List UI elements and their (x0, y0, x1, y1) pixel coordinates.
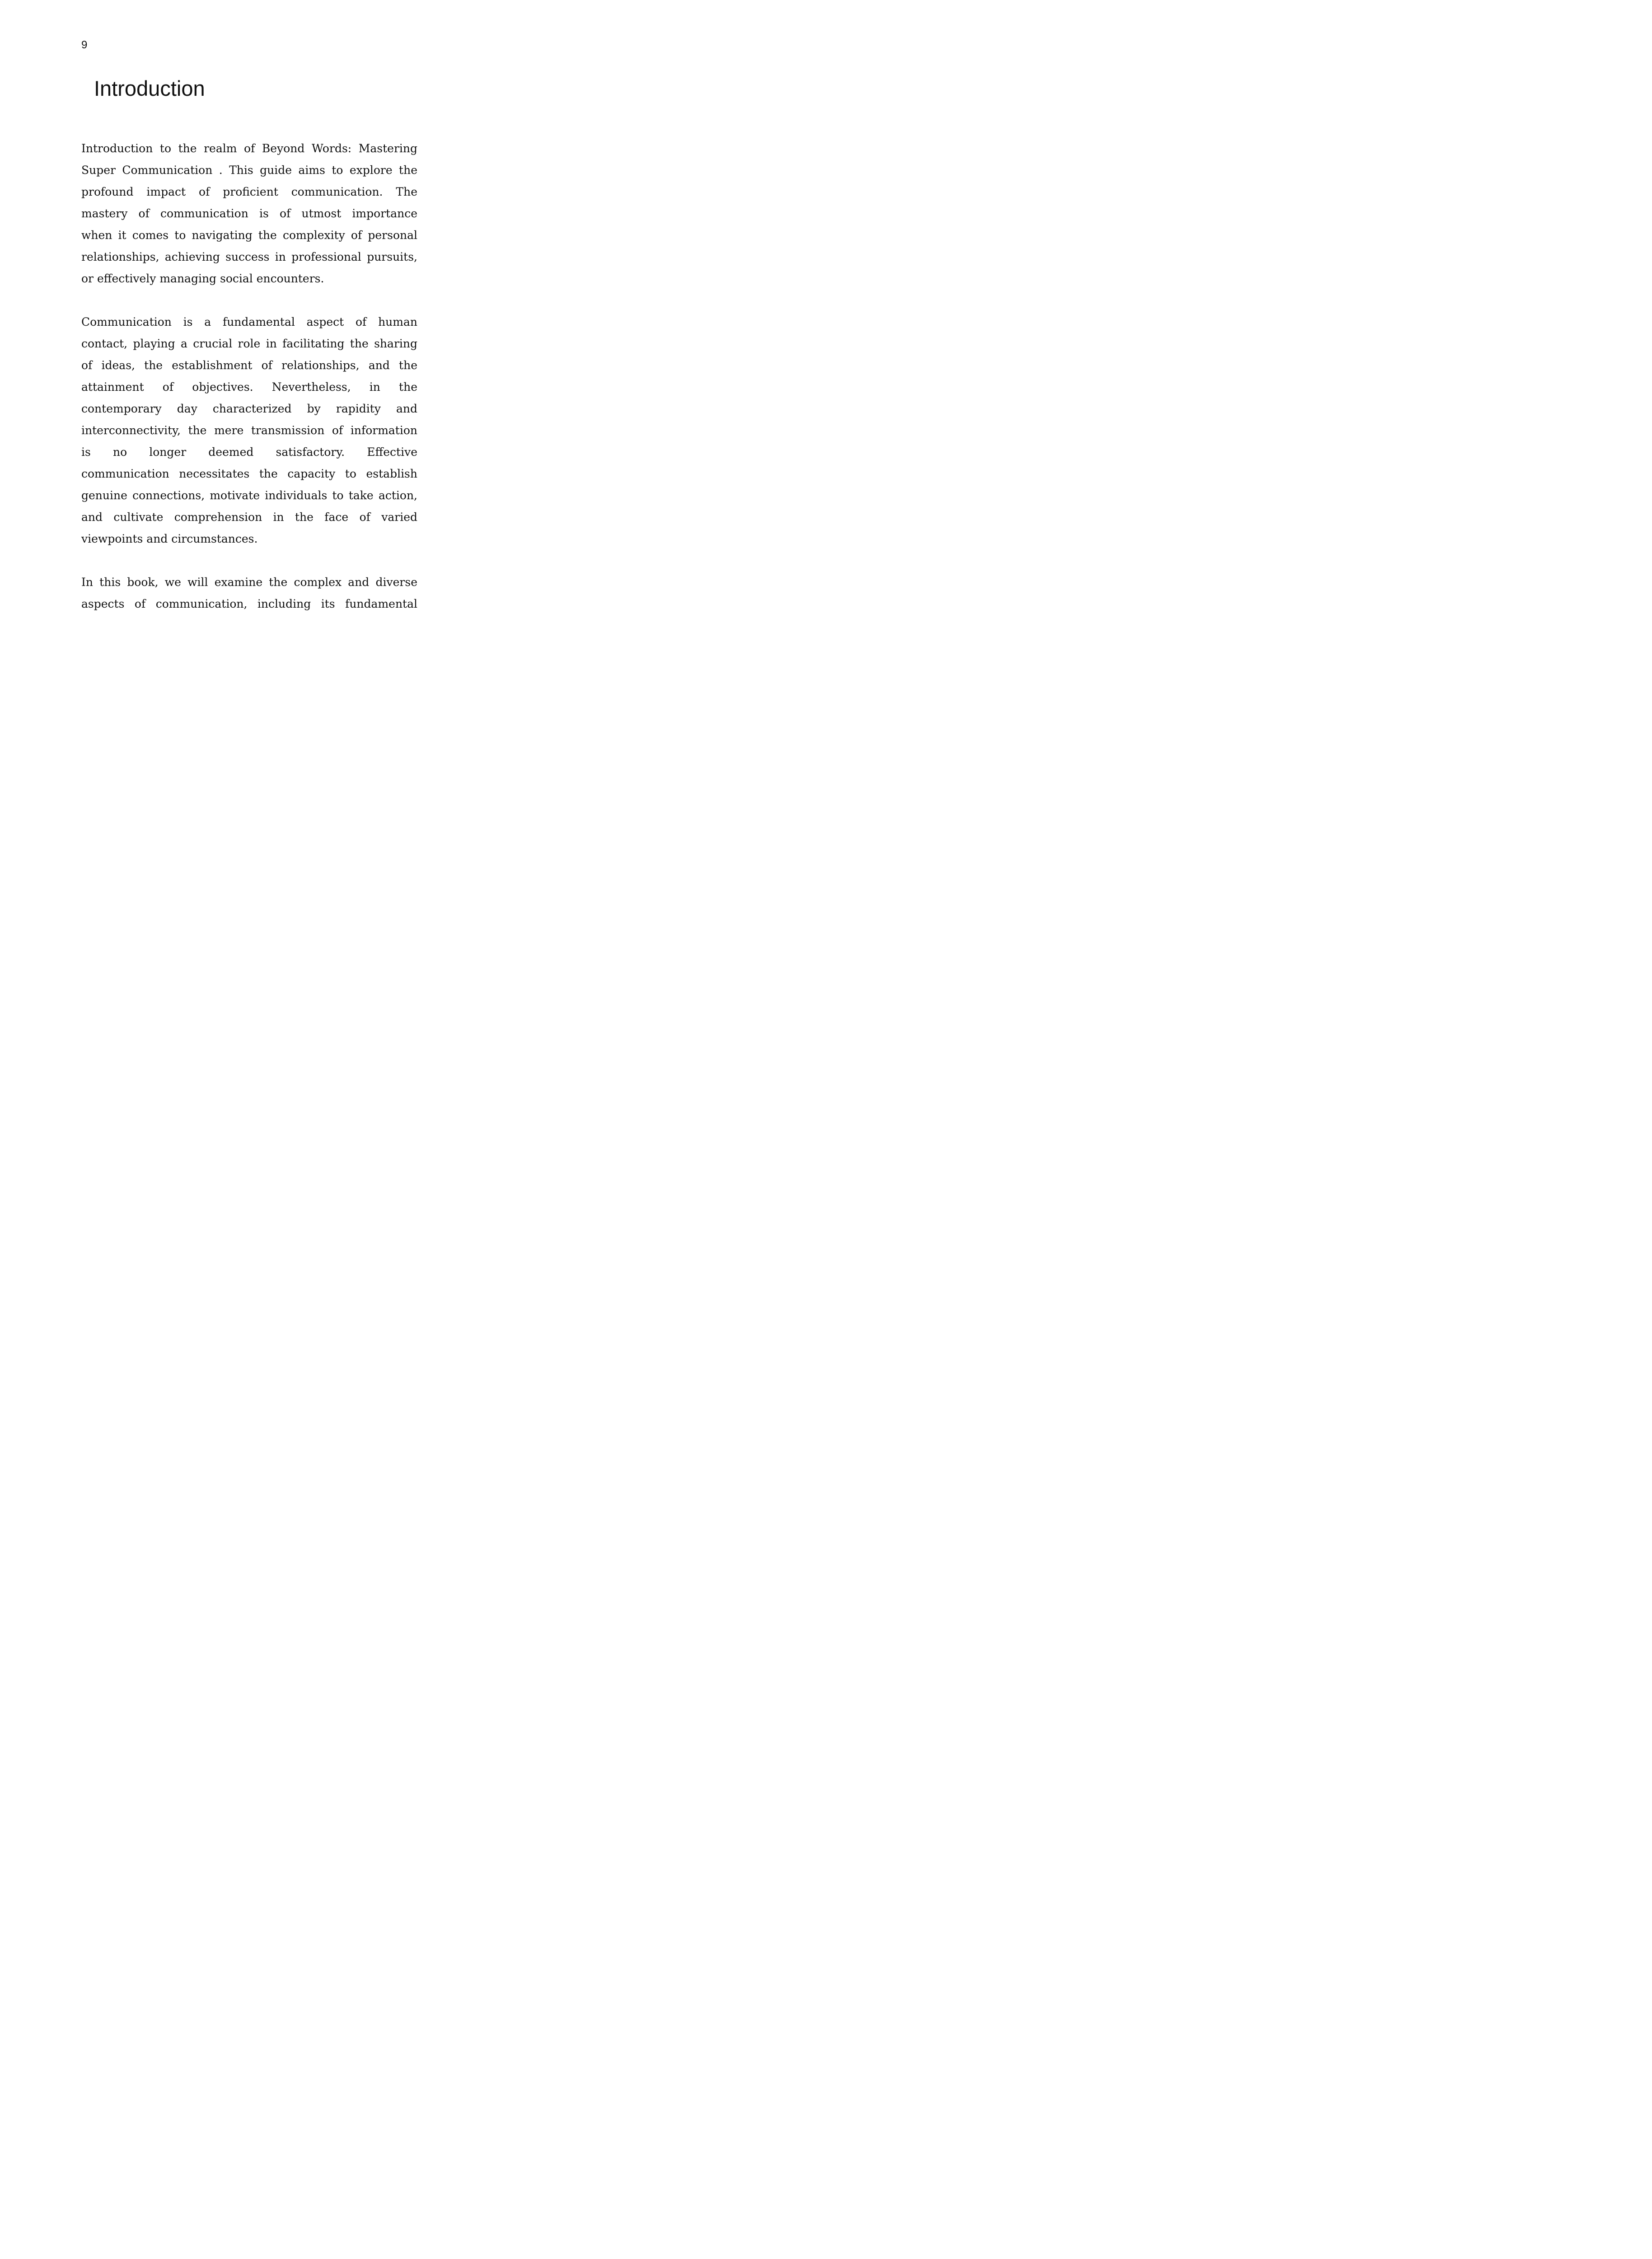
text-line: or effectively managing social encounters. (81, 272, 324, 285)
book-page (0, 0, 497, 706)
paragraph-2 (81, 311, 417, 550)
paragraph-1 (81, 138, 417, 290)
paragraph-3 (81, 572, 417, 615)
text-line: aspects of communication, including its fundamental (81, 597, 417, 610)
text-line: genuine connections, motivate individuals to take action, (81, 489, 417, 502)
text-line: contemporary day characterized by rapidity and (81, 402, 417, 415)
text-line: attainment of objectives. Nevertheless, in the (81, 380, 417, 394)
text-line: contact, playing a crucial role in facilitating the sharing (81, 337, 417, 350)
text-line: relationships, achieving success in professional pursuits, (81, 250, 417, 263)
text-line: interconnectivity, the mere transmission of information (81, 424, 417, 437)
text-line: mastery of communication is of utmost importance (81, 207, 417, 220)
text-line: and cultivate comprehension in the face of varied (81, 511, 417, 524)
text-line: In this book, we will examine the complex and diverse (81, 576, 417, 589)
text-line: when it comes to navigating the complexity of personal (81, 229, 417, 242)
text-line: viewpoints and circumstances. (81, 532, 258, 545)
body-text (81, 138, 417, 637)
text-line: profound impact of proficient communication. The (81, 185, 417, 198)
text-line: Introduction to the realm of Beyond Words: Mastering (81, 142, 417, 155)
page-number: 9 (81, 39, 88, 51)
text-line: Super Communication . This guide aims to explore the (81, 164, 417, 177)
text-line: is no longer deemed satisfactory. Effective (81, 445, 417, 459)
chapter-title: Introduction (94, 76, 205, 100)
text-line: of ideas, the establishment of relationships, and the (81, 359, 417, 372)
text-line: Communication is a fundamental aspect of human (81, 315, 417, 328)
text-line: communication necessitates the capacity to establish (81, 467, 417, 480)
